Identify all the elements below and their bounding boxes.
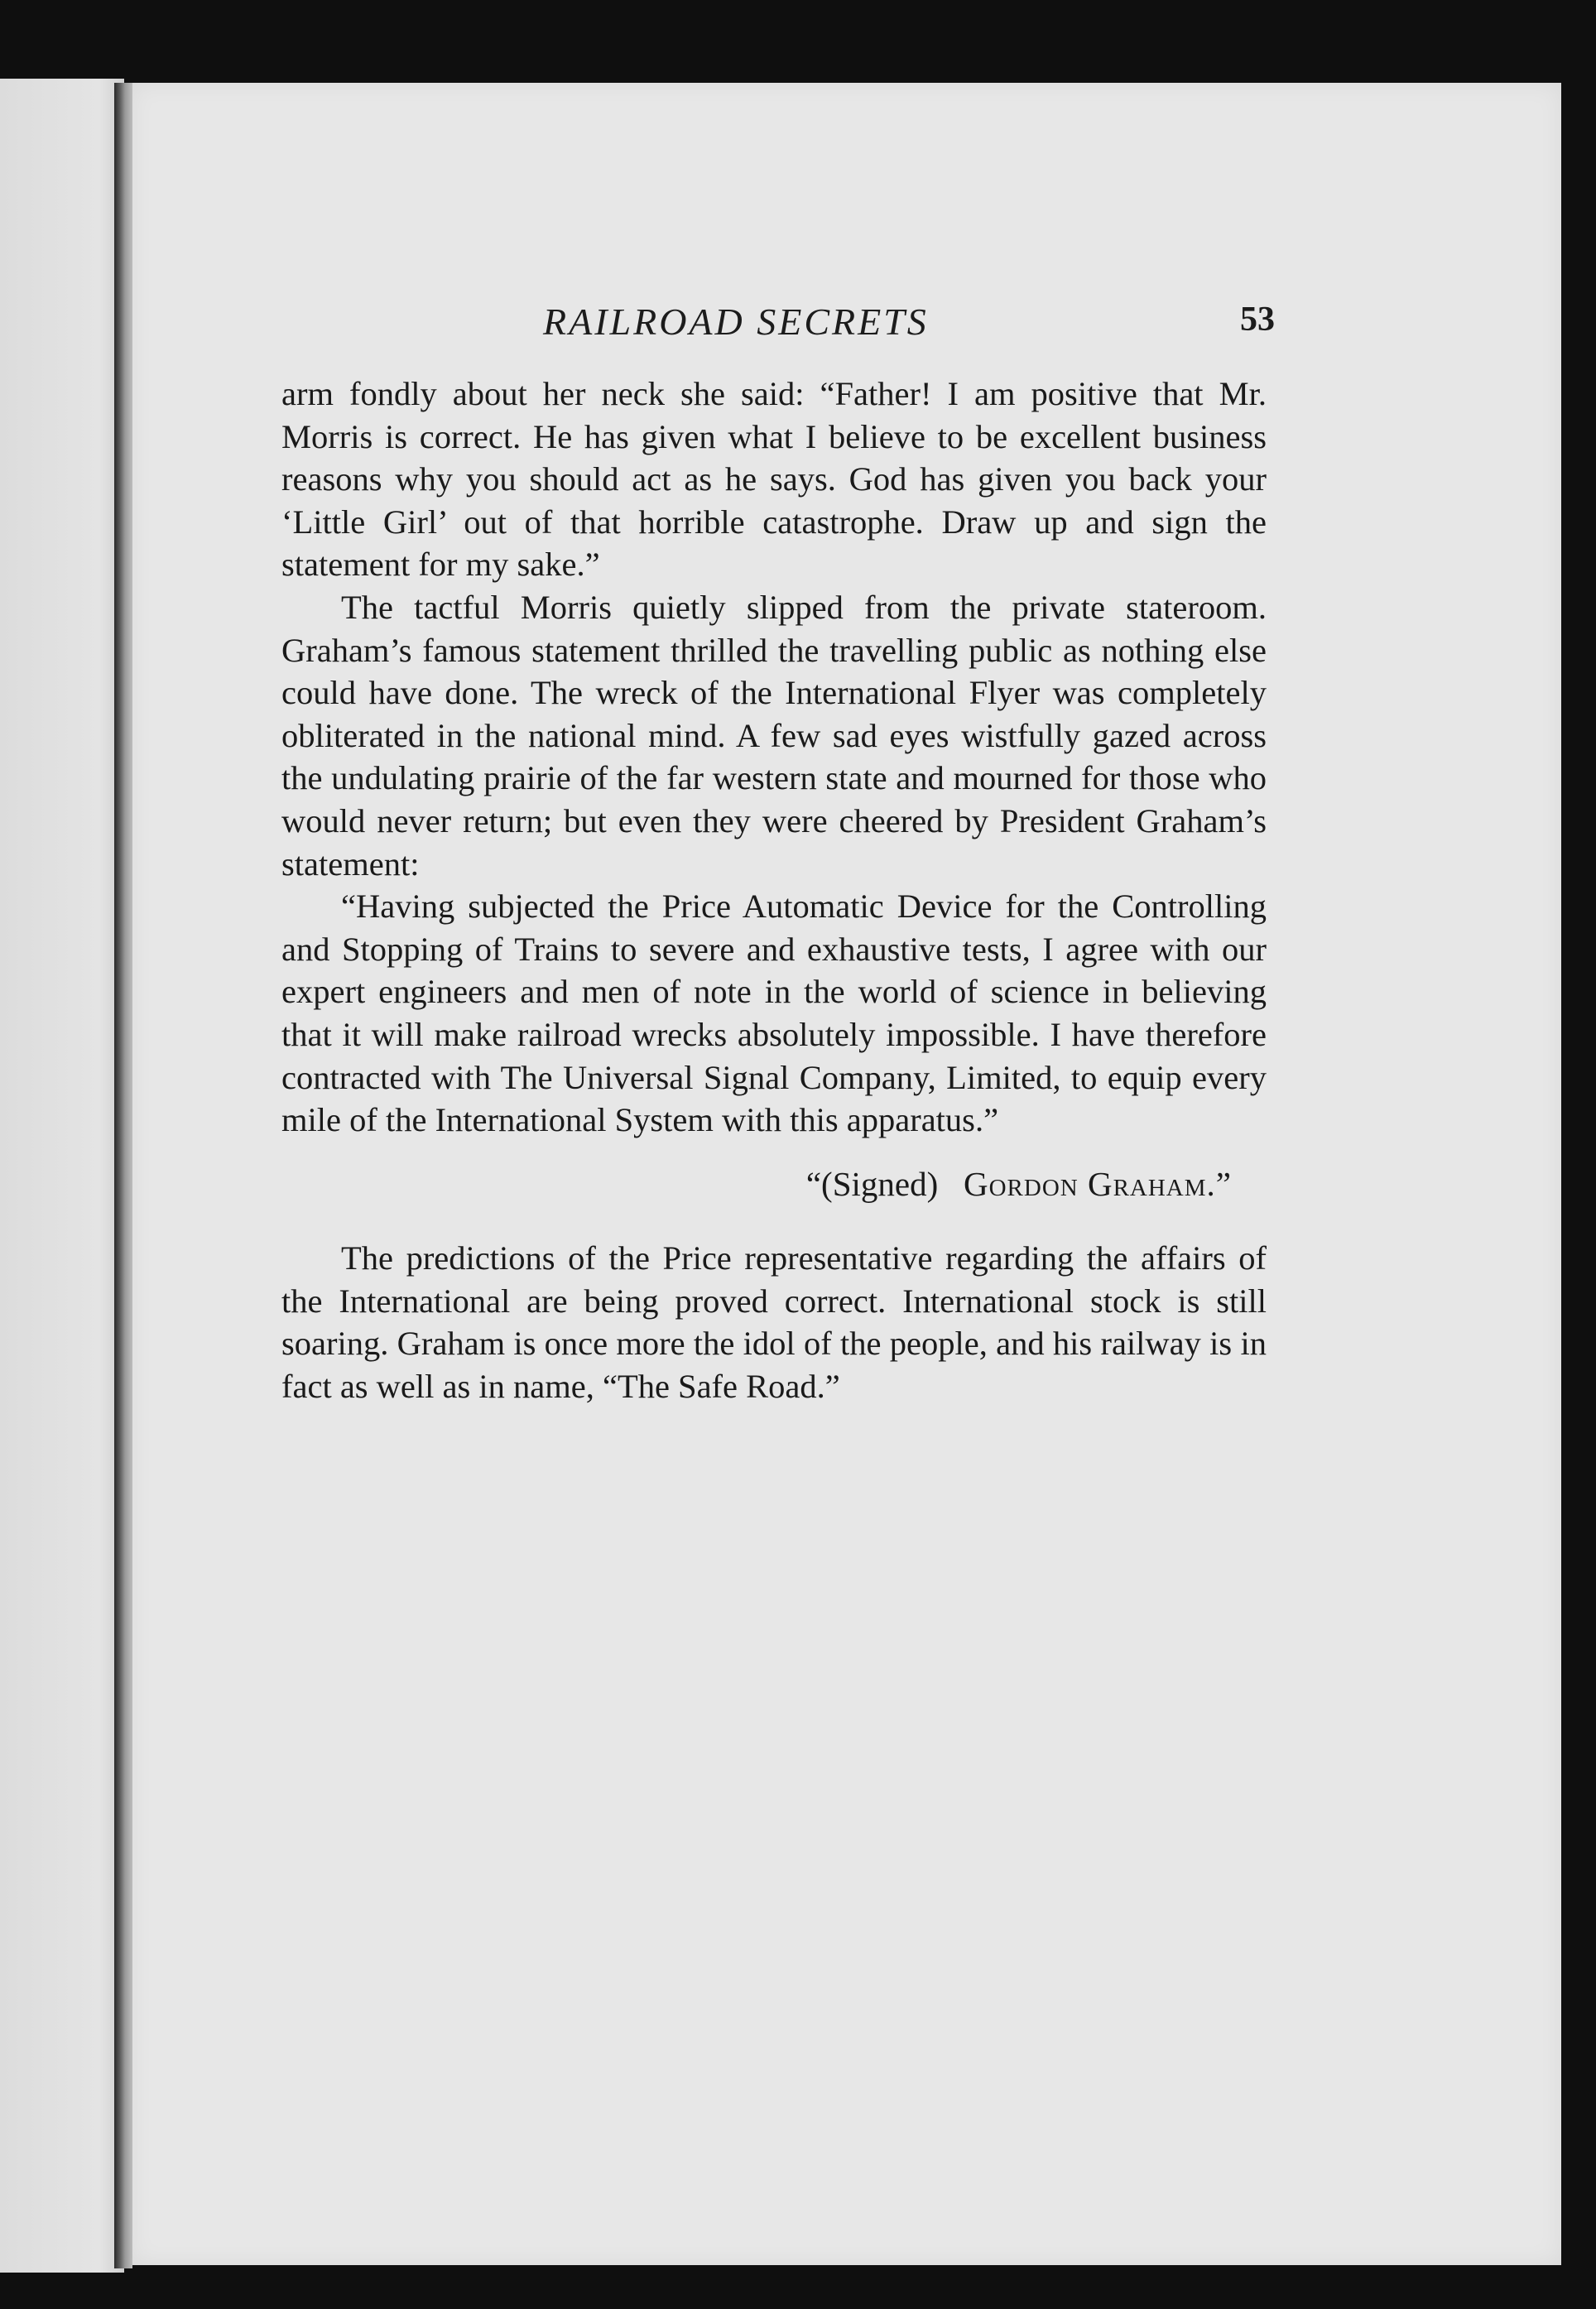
paragraph-quoted-statement: “Having subjected the Price Automatic Device for the Controlling and Stopping of Trains to severe and exhaustive tests, I agree with our expert engineers and men of note in the world of science in believing that it will make railroad wrecks absolutely impossible. I have therefore contracted with The Universal Signal Company, Limited, to equip every mile of the International System with this apparatus.” <box>281 888 1267 1139</box>
running-title: RAILROAD SECRETS <box>543 301 929 343</box>
signature-prefix: “(Signed) <box>805 1164 939 1203</box>
signature-name: Gordon Graham.” <box>964 1164 1232 1203</box>
facing-page-edge <box>0 79 124 2273</box>
paragraph-statement-intro: The tactful Morris quietly slipped from the private stateroom. Graham’s famous statement thrilled the travelling public as nothing else could have done. The wreck of the International Flyer was completely obliterated in the national mind. A few sad eyes wistfully gazed across the undulating prairie of the far western state and mourned for those who would never return; but even they were cheered by President Graham’s statement: <box>281 588 1267 883</box>
book-gutter <box>114 83 132 2268</box>
page-number: 53 <box>1240 301 1275 339</box>
running-head <box>281 300 1275 349</box>
paragraph-closing: The predictions of the Price representative regarding the affairs of the International are being proved correct. International stock is still soaring. Graham is once more the idol of the people, and his railway is in fact as well as in name, “The Safe Road.” <box>281 1239 1267 1406</box>
signature-line <box>281 1163 1267 1206</box>
page-body <box>281 373 1267 1408</box>
paragraph-continued: arm fondly about her neck she said: “Father! I am positive that Mr. Morris is correct. He has given what I believe to be excellent business reasons why you should act as he says. God has given you back your ‘Little Girl’ out of that horrible catastrophe. Draw up and sign the statement for my sake.” <box>281 375 1267 584</box>
